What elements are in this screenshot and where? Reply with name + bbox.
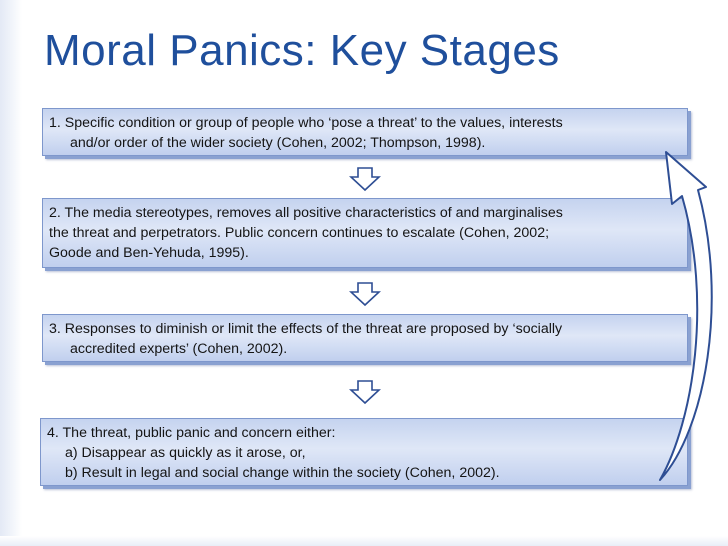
stage-3-line-1: 3. Responses to diminish or limit the effects of the threat are proposed by ‘socially — [49, 321, 563, 337]
stage-2-line-3: Goode and Ben-Yehuda, 1995). — [49, 245, 249, 261]
stage-4-box — [40, 418, 688, 486]
stage-4-line-1: 4. The threat, public panic and concern either: — [47, 425, 336, 441]
curved-return-arrow-icon — [620, 130, 728, 500]
down-arrow-icon — [349, 379, 381, 405]
slide-bottom-accent — [0, 536, 728, 546]
stage-2-line-2: the threat and perpetrators. Public concern continues to escalate (Cohen, 2002; — [49, 225, 550, 241]
down-arrow-icon — [349, 166, 381, 192]
stage-1-line-2: and/or order of the wider society (Cohen, 2002; Thompson, 1998). — [70, 135, 486, 151]
stage-2-box — [42, 198, 688, 268]
down-arrow-icon — [349, 281, 381, 307]
stage-1-line-1: 1. Specific condition or group of people who ‘pose a threat’ to the values, interests — [49, 115, 563, 131]
stage-2-line-1: 2. The media stereotypes, removes all positive characteristics of and marginalises — [49, 205, 563, 221]
stage-4-line-2: a) Disappear as quickly as it arose, or, — [65, 445, 306, 461]
stage-1-box — [42, 108, 688, 156]
slide-title: Moral Panics: Key Stages — [44, 26, 560, 75]
stage-4-line-3: b) Result in legal and social change within the society (Cohen, 2002). — [65, 465, 500, 481]
slide-left-accent — [0, 0, 22, 546]
stage-3-line-2: accredited experts’ (Cohen, 2002). — [70, 341, 288, 357]
stage-3-box — [42, 314, 688, 362]
